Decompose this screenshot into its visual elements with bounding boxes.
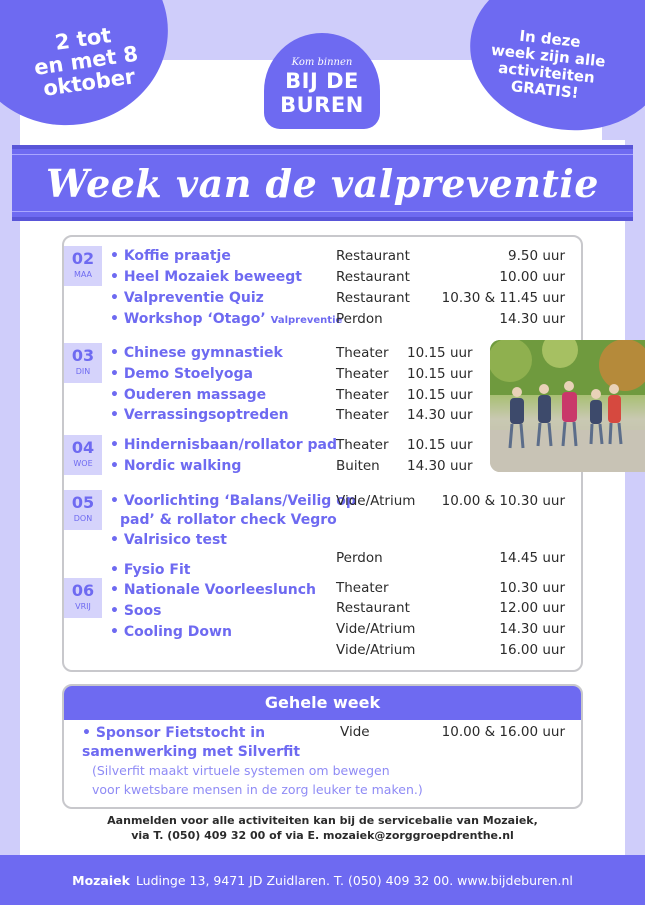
title-banner (12, 145, 633, 221)
activity-time: 14.45 uur (499, 550, 565, 566)
activity-title: • Workshop ‘Otago’ (110, 311, 266, 327)
day-badge-monday (64, 246, 102, 286)
activity-name: • Nordic walking (110, 458, 241, 478)
activity-location: Theater (336, 580, 389, 596)
day-number: 02 (71, 249, 95, 268)
left-border (0, 140, 20, 855)
activity-time: 10.15 uur (407, 345, 473, 361)
whole-week-note: (Silverfit maakt virtuele systemen om bewegen voor kwetsbare mensen in de zorg leuker te maken.) (92, 763, 423, 797)
day-number: 05 (71, 493, 95, 512)
day-number: 03 (71, 346, 95, 365)
whole-week-location: Vide (340, 724, 370, 740)
activity-location: Restaurant (336, 269, 410, 285)
activity-location: Vide/Atrium (336, 621, 416, 637)
activity-location: Theater (336, 366, 389, 382)
page-title: Week van de valpreventie (46, 160, 599, 206)
activity-location: Theater (336, 437, 389, 453)
activity-time: 9.50 uur (507, 248, 565, 264)
activity-location: Theater (336, 345, 389, 361)
day-abbr: DIN (75, 367, 91, 376)
signup-line-2: via T. (050) 409 32 00 of via E. mozaiek@zorggroepdrenthe.nl (131, 829, 514, 842)
activity-name: • Soos (110, 603, 161, 623)
signup-line-1: Aanmelden voor alle activiteiten kan bij de servicebalie van Mozaiek, (107, 814, 538, 827)
right-border (625, 140, 645, 855)
activity-time: 10.30 & 11.45 uur (441, 290, 565, 306)
day-number: 06 (71, 581, 95, 600)
day-badge-thursday (64, 490, 102, 530)
whole-week-heading: Gehele week (64, 686, 581, 720)
activity-name: • Hindernisbaan/rollator pad (110, 437, 337, 457)
activity-location: Vide/Atrium (336, 493, 416, 509)
activity-location: Vide/Atrium (336, 642, 416, 658)
day-badge-tuesday (64, 343, 102, 383)
activity-time: 10.00 & 10.30 uur (441, 493, 565, 509)
activity-name: • Verrassingsoptreden (110, 407, 289, 427)
activity-time: 10.30 uur (499, 580, 565, 596)
activity-location: Restaurant (336, 290, 410, 306)
walking-group-photo (490, 340, 645, 472)
activity-time: 10.15 uur (407, 437, 473, 453)
activity-name: • Chinese gymnastiek (110, 345, 283, 365)
activity-name: • Valrisico test (110, 532, 227, 552)
day-number: 04 (71, 438, 95, 457)
activity-name: • Heel Mozaiek beweegt (110, 269, 302, 289)
day-abbr: VRIJ (75, 602, 91, 611)
banner-rule-top (12, 154, 633, 155)
activity-name: • Nationale Voorleeslunch (110, 582, 316, 602)
day-badge-friday (64, 578, 102, 618)
activity-time: 14.30 uur (499, 311, 565, 327)
activity-location: Restaurant (336, 600, 410, 616)
footer-details: Ludinge 13, 9471 JD Zuidlaren. T. (050) 409 32 00. www.bijdeburen.nl (135, 872, 573, 888)
activity-time: 16.00 uur (499, 642, 565, 658)
logo-tagline: Kom binnen (291, 57, 353, 68)
day-badge-wednesday (64, 435, 102, 475)
walking-group-illustration (490, 340, 645, 472)
logo-name-line2: BUREN (280, 93, 364, 117)
activity-time: 12.00 uur (499, 600, 565, 616)
activity-name: • Demo Stoelyoga (110, 366, 253, 386)
day-abbr: WOE (73, 459, 93, 468)
banner-rule-bottom (12, 211, 633, 212)
dates-text: 2 tot en met 8 oktober (32, 22, 140, 101)
free-text: In deze week zijn alle activiteiten GRATIS! (490, 26, 607, 103)
activity-subtitle: Valpreventie (270, 315, 343, 326)
activity-time: 10.15 uur (407, 387, 473, 403)
activity-time: 10.00 uur (499, 269, 565, 285)
activity-location: Buiten (336, 458, 380, 474)
footer-name: Mozaiek (72, 872, 130, 888)
activity-name: • Ouderen massage (110, 387, 266, 407)
whole-week-time: 10.00 & 16.00 uur (441, 724, 565, 740)
activity-location: Theater (336, 407, 389, 423)
activity-name-continued: pad’ & rollator check Vegro (120, 512, 337, 528)
day-abbr: DON (73, 514, 93, 523)
activity-name: • Valpreventie Quiz (110, 290, 264, 310)
activity-time: 14.30 uur (407, 458, 473, 474)
activity-time: 14.30 uur (499, 621, 565, 637)
whole-week-activity: • Sponsor Fietstocht in samenwerking met Silverfit (82, 724, 300, 762)
footer (0, 855, 645, 905)
activity-name (110, 311, 342, 331)
activity-name: • Cooling Down (110, 624, 232, 644)
activity-name: • Voorlichting ‘Balans/Veilig op (110, 493, 356, 513)
activity-time: 14.30 uur (407, 407, 473, 423)
activity-location: Theater (336, 387, 389, 403)
activity-time: 10.15 uur (407, 366, 473, 382)
activity-name: • Fysio Fit (110, 562, 190, 582)
signup-info (0, 813, 645, 843)
activity-location: Perdon (336, 550, 383, 566)
day-abbr: MAA (73, 270, 93, 279)
logo-name-line1: BIJ DE (285, 69, 359, 93)
activity-name: • Koffie praatje (110, 248, 231, 268)
activity-location: Restaurant (336, 248, 410, 264)
activity-location: Perdon (336, 311, 383, 327)
